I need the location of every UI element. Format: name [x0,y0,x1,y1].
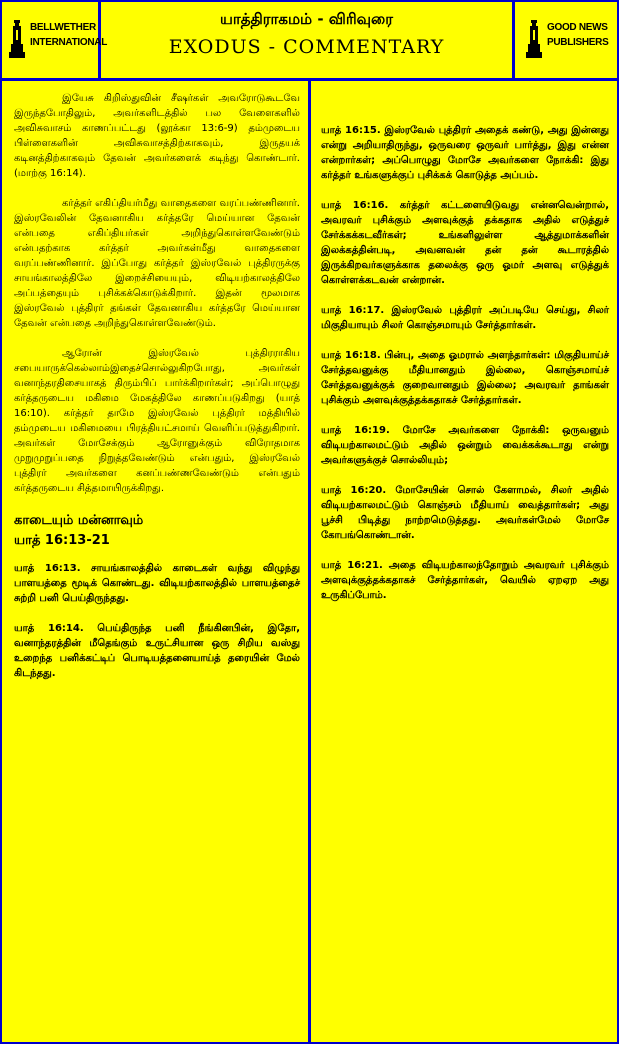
good-news-logo [512,2,617,78]
title-english: EXODUS - COMMENTARY [168,36,445,58]
commentary-paragraph: கர்த்தர் எகிப்தியர்மீது வாதைகளை வரப்பண்ணினார். இஸ்ரவேலின் தேவனாகிய கர்த்தரே மெய்யான தேவன் என்பதை எகிப்தியர்கள் அறிந்துகொள்ளவேண்டும் என்பதற்காக கர்த்தர் அவர்கள்மீது வாதைகளை வரப்பண்ணினார். இப்போது கர்த்தர் இஸ்ரவேல் புத்திரருக்கு சாயங்காலத்திலே இறைச்சியையும், விடியற்காலத்திலே அப்பத்தையும் புசிக்கக்கொடுக்கிறார். இதன் மூலமாக இஸ்ரவேல் புத்திரர் தங்கள் தேவனாகிய கர்த்தரே மெய்யான தேவன் என்பதை அறிந்துகொள்ளவேண்டும். [14,198,300,329]
verse-14: யாத் 16:14. பெய்திருந்த பனி நீங்கினபின், இதோ, வனாந்தரத்தின் மீதெங்கும் உருட்சியான ஒரு சிறிய வஸ்து உறைந்த பனிக்கட்டிப் பொடியத்தனையாய்த் தரையின் மேல் கிடந்தது. [14,623,300,679]
good-news-logo-icon [525,18,543,60]
section-heading [14,511,300,551]
page-header [2,2,617,81]
page-title [101,2,512,78]
verse-13: யாத் 16:13. சாயங்காலத்தில் காடைகள் வந்து விழுந்து பாளயத்தை மூடிக் கொண்டது. விடியற்காலத்தில் பாளயத்தைச் சுற்றி பனி பெய்திருந்தது. [14,563,300,604]
left-column [2,81,311,1042]
title-tamil: யாத்திராகமம் - விரிவுரை [220,10,393,28]
logo-line-2: INTERNATIONAL [30,37,108,48]
right-column [311,81,617,1042]
verse-20: யாத் 16:20. மோசேயின் சொல் கேளாமல், சிலர் அதில் விடியற்காலமட்டும் கொஞ்சம் மீதியாய் வைத்தார்கள்; அது பூச்சி பிடித்து நாற்றமெடுத்தது. அவர்கள்மேல் மோசே கோபங்கொண்டான். [321,485,609,541]
bellwether-logo [2,2,108,78]
verse-15: யாத் 16:15. இஸ்ரவேல் புத்திரர் அதைக் கண்டு, அது இன்னது என்று அறியாதிருந்து, ஒருவரை ஒருவர் பார்த்து, இது என்ன என்றார்கள்; அப்பொழுது மோசே அவர்களை நோக்கி: இது கர்த்தர் உங்களுக்குப் புசிக்கக் கொடுத்த அப்பம். [321,125,609,181]
section-heading-reference: யாத் 16:13-21 [14,533,110,548]
logo-line-2: PUBLISHERS [547,37,609,48]
verse-21: யாத் 16:21. அதை விடியற்காலந்தோறும் அவரவர் புசிக்கும் அளவுக்குத்தக்கதாகச் சேர்த்தார்கள், வெயில் ஏறஏற அது உருகிப்போம். [321,560,609,601]
commentary-paragraph: ஆரோன் இஸ்ரவேல் புத்திரராகிய சபையாருக்கெல்லாம்இதைச்சொல்லுகிறபோது, அவர்கள் வனாந்தரதிசையாகத் திரும்பிப் பார்க்கிறார்கள்; அப்பொழுது கர்த்தருடைய மகிமை மேகத்திலே காணப்படுகிறது (யாத் 16:10). கர்த்தர் தாமே இஸ்ரவேல் புத்திரர் மத்தியில் தம்முடைய மகிமையை பிரத்தியட்சமாய் வெளிப்படுத்துகிறார். அவர்கள் மோசேக்கும் ஆரோனுக்கும் விரோதமாக முறுமுறுப்பதை நிறுத்தவேண்டும் என்பதும், இஸ்ரவேல் புத்திரர் அவர்களை கனப்பண்ணவேண்டும் என்பதும் கர்த்தருடைய சித்தமாயிருக்கிறது. [14,348,300,494]
commentary-paragraph: இயேசு கிறிஸ்துவின் சீஷர்கள் அவரோடுகூடவே இருந்தபோதிலும், அவர்களிடத்தில் பல வேளைகளில் அவிசுவாசம் காணப்பட்டது (லூக்கா 13:6-9) தம்முடைய பிள்ளைகளின் அவிசுவாசத்திற்காகவும், இருதயக் கடினத்திற்காகவும் தேவன் அவர்களைக் கடிந்து கொண்டார். (மாற்கு 16:14). [14,93,300,179]
bellwether-logo-icon [8,18,26,60]
verse-18: யாத் 16:18. பின்பு, அதை ஓமரால் அளந்தார்கள்: மிகுதியாய்ச் சேர்த்தவனுக்கு மீதியானதும் இல்லை, கொஞ்சமாய்ச் சேர்த்தவனுக்குக் குறைவானதும் இல்லை; அவரவர் தாங்கள் புசிக்கும் அளவுக்குத்தக்கதாகச் சேர்த்தார்கள். [321,350,609,406]
verse-16: யாத் 16:16. கர்த்தர் கட்டளையிடுவது என்னவென்றால், அவரவர் புசிக்கும் அளவுக்குத் தக்கதாக அதில் எடுத்துச் சேர்க்கக்கடவீர்கள்; உங்களிலுள்ள ஆத்துமாக்களின் இலக்கத்தின்படி, அவனவன் தன் தன் கூடாரத்தில் இருக்கிறவர்களுக்காக தலைக்கு ஒரு ஓமர் அளவு எடுத்துக் கொள்ளக்கடவன் என்றான். [321,200,609,286]
section-heading-title: காடையும் மன்னாவும் [14,513,144,528]
verse-17: யாத் 16:17. இஸ்ரவேல் புத்திரர் அப்படியே செய்து, சிலர் மிகுதியாயும் சிலர் கொஞ்சமாயும் சேர்த்தார்கள். [321,305,609,331]
logo-line-1: BELLWETHER [30,22,96,33]
verse-19: யாத் 16:19. மோசே அவர்களை நோக்கி: ஒருவனும் விடியற்காலமட்டும் அதில் ஒன்றும் வைக்கக்கூடாது என்று அவர்களுக்குச் சொல்லியும்; [321,425,609,466]
logo-line-1: GOOD NEWS [547,22,608,33]
